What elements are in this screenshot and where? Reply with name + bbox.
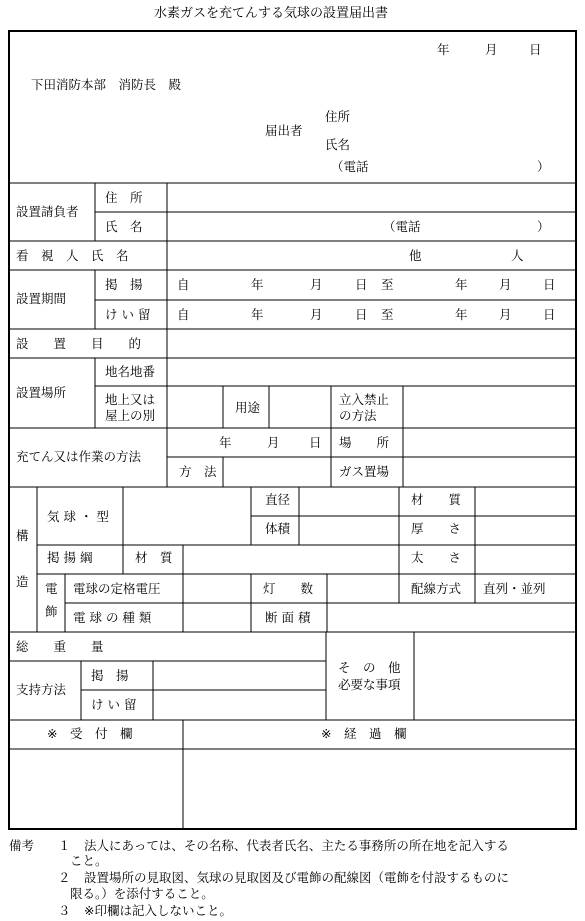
watcher-label: 看 視 人 氏 名 [16,248,129,263]
place-restricted-line1: 立入禁止 [339,392,390,407]
moor-to: 至 [381,307,394,322]
requester-address-label: 住 所 [105,190,143,205]
diameter-label: 直径 [265,492,291,507]
applicant-address-label: 住所 [325,109,351,124]
other-label-1: そ の 他 [338,660,401,675]
note-1-line-1: 法人にあっては、その名称、代表者氏名、主たる事務所の所在地を記入する [84,838,509,853]
filling-method-label: 方 法 [179,464,217,479]
hoist-to-day: 日 [543,277,556,292]
note-2-num: ２ [58,870,71,885]
form-title: 水素ガスを充てんする気球の設置届出書 [154,6,389,21]
note-3-line-1: ※印欄は記入しないこと。 [84,903,232,918]
purpose-label: 設 置 目 的 [16,336,142,351]
period-moor-label: け い 留 [105,307,151,322]
cross-section-label: 断 面 積 [265,610,311,625]
material-label: 材 質 [411,492,462,507]
hoist-to-month: 月 [499,277,512,292]
filling-year: 年 [219,435,232,450]
applicant-phone-open: （電話 [331,159,369,174]
note-2-line-1: 設置場所の見取図、気球の見取図及び電飾の配線図（電飾を付設するものに [84,870,510,885]
header-year: 年 [437,42,450,57]
place-ground-roof-line2: 屋上の別 [105,408,156,423]
place-label: 設置場所 [16,385,67,400]
structure-label-1: 構 [16,528,29,543]
moor-from-day: 日 [355,307,368,322]
notes-heading: 備考 [9,838,35,853]
lamp-label-2: 飾 [45,604,58,619]
header-day: 日 [529,42,542,57]
note-2-line-2: 限る。）を添付すること。 [70,886,214,901]
moor-from: 自 [177,307,190,322]
lamp-count-label: 灯 数 [263,581,314,596]
requester-name-label: 氏 名 [105,219,143,234]
note-1-num: １ [58,838,71,853]
volume-label: 体積 [265,521,291,536]
applicant-label: 届出者 [265,123,303,138]
bulb-type-label: 電 球 の 種 類 [73,610,152,625]
moor-to-year: 年 [455,307,468,322]
addressee: 下田消防本部 消防長 殿 [31,77,182,92]
hoist-from: 自 [177,277,190,292]
watcher-persons: 人 [511,248,524,263]
support-moor-label: け い 留 [91,697,137,712]
applicant-phone-close: ） [537,159,550,174]
requester-phone-open: （電話 [383,219,421,234]
filling-month: 月 [267,435,280,450]
note-3-num: ３ [58,903,71,918]
moor-to-month: 月 [499,307,512,322]
reception-label: ※ 受 付 欄 [47,726,133,741]
support-hoist-label: 掲 揚 [91,668,129,683]
header-month: 月 [485,42,498,57]
requester-phone-close: ） [537,219,550,234]
net-thickness-label: 太 さ [411,550,462,565]
watcher-other: 他 [409,248,422,263]
place-lot-label: 地名地番 [105,364,156,379]
other-label-2: 必要な事項 [338,677,401,692]
support-label: 支持方法 [16,682,67,697]
structure-label-2: 造 [16,574,29,589]
filling-day: 日 [309,435,322,450]
weight-label: 総 重 量 [16,639,104,654]
place-ground-roof-line1: 地上又は [105,392,156,407]
requester-label: 設置請負者 [16,204,79,219]
hoist-to-year: 年 [455,277,468,292]
rated-voltage-label: 電球の定格電圧 [73,581,161,596]
thickness-label: 厚 さ [411,521,462,536]
hoist-from-month: 月 [310,277,323,292]
moor-from-month: 月 [310,307,323,322]
period-label: 設置期間 [16,291,67,306]
filling-label: 充てん又は作業の方法 [16,449,142,464]
wiring-label: 配線方式 [411,581,462,596]
note-1-line-2: こと。 [70,853,108,868]
place-restricted-line2: の方法 [339,408,377,423]
filling-place-label: 場 所 [339,435,390,450]
period-hoist-label: 掲 揚 [105,277,143,292]
lamp-label-1: 電 [45,581,58,596]
filling-gas-storage-label: ガス置場 [339,464,390,479]
net-label: 掲 揚 綱 [47,550,93,565]
applicant-name-label: 氏名 [325,137,351,152]
hoist-from-day: 日 [355,277,368,292]
balloon-type-label: 気 球 ・ 型 [47,509,109,524]
place-use-label: 用途 [235,400,261,415]
hoist-from-year: 年 [251,277,264,292]
hoist-to: 至 [381,277,394,292]
wiring-value: 直列・並列 [483,581,546,596]
progress-label: ※ 経 過 欄 [321,726,407,741]
moor-to-day: 日 [543,307,556,322]
net-material-label: 材 質 [135,550,173,565]
moor-from-year: 年 [251,307,264,322]
